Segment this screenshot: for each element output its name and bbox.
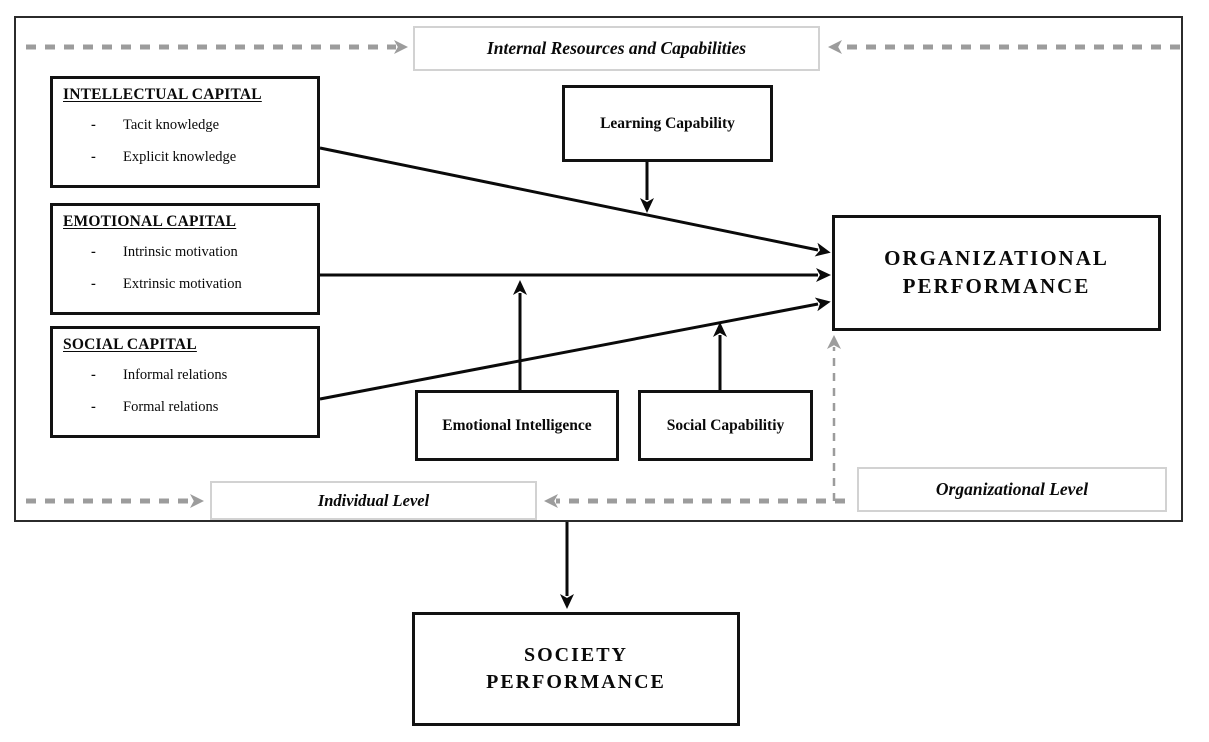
capital-item: - Formal relations	[91, 399, 309, 416]
internal-resources-label: Internal Resources and Capabilities	[486, 38, 747, 58]
emotional-capital-items	[63, 244, 309, 293]
capital-item: - Informal relations	[91, 367, 309, 384]
social-capability-label: Social Capabilitiy	[666, 416, 785, 434]
social-capital-title: SOCIAL CAPITAL	[63, 336, 197, 353]
learning-capability-label: Learning Capability	[600, 114, 735, 132]
social-capital-box	[50, 326, 320, 438]
society-performance-box	[412, 612, 740, 726]
organizational-performance-label	[884, 245, 1109, 300]
intellectual-capital-title: INTELLECTUAL CAPITAL	[63, 86, 262, 103]
capital-item: - Extrinsic motivation	[91, 276, 309, 293]
internal-resources-label-box	[413, 26, 820, 71]
emotional-capital-box	[50, 203, 320, 315]
society-performance-line1: SOCIETY	[523, 644, 628, 666]
intellectual-capital-box	[50, 76, 320, 188]
emotional-capital-title: EMOTIONAL CAPITAL	[63, 213, 237, 230]
organizational-level-label: Organizational Level	[935, 479, 1089, 499]
arrow-intellectual-to-organizational	[320, 148, 818, 250]
organizational-level-label-box	[857, 467, 1167, 512]
social-capital-items	[63, 367, 309, 416]
emotional-intelligence-box	[415, 390, 619, 461]
learning-capability-box	[562, 85, 773, 162]
emotional-intelligence-label: Emotional Intelligence	[442, 416, 592, 434]
organizational-performance-line2: PERFORMANCE	[902, 274, 1091, 298]
arrow-social-to-organizational	[320, 304, 818, 399]
social-capability-box	[638, 390, 813, 461]
organizational-performance-line1: ORGANIZATIONAL	[884, 246, 1109, 271]
individual-level-label: Individual Level	[317, 490, 430, 510]
society-performance-label	[486, 642, 666, 696]
capital-item: - Intrinsic motivation	[91, 244, 309, 261]
organizational-performance-box	[832, 215, 1161, 331]
individual-level-label-box	[210, 481, 537, 520]
intellectual-capital-items	[63, 117, 309, 166]
capital-item: - Tacit knowledge	[91, 117, 309, 134]
society-performance-line2: PERFORMANCE	[486, 671, 666, 693]
capital-item: - Explicit knowledge	[91, 149, 309, 166]
